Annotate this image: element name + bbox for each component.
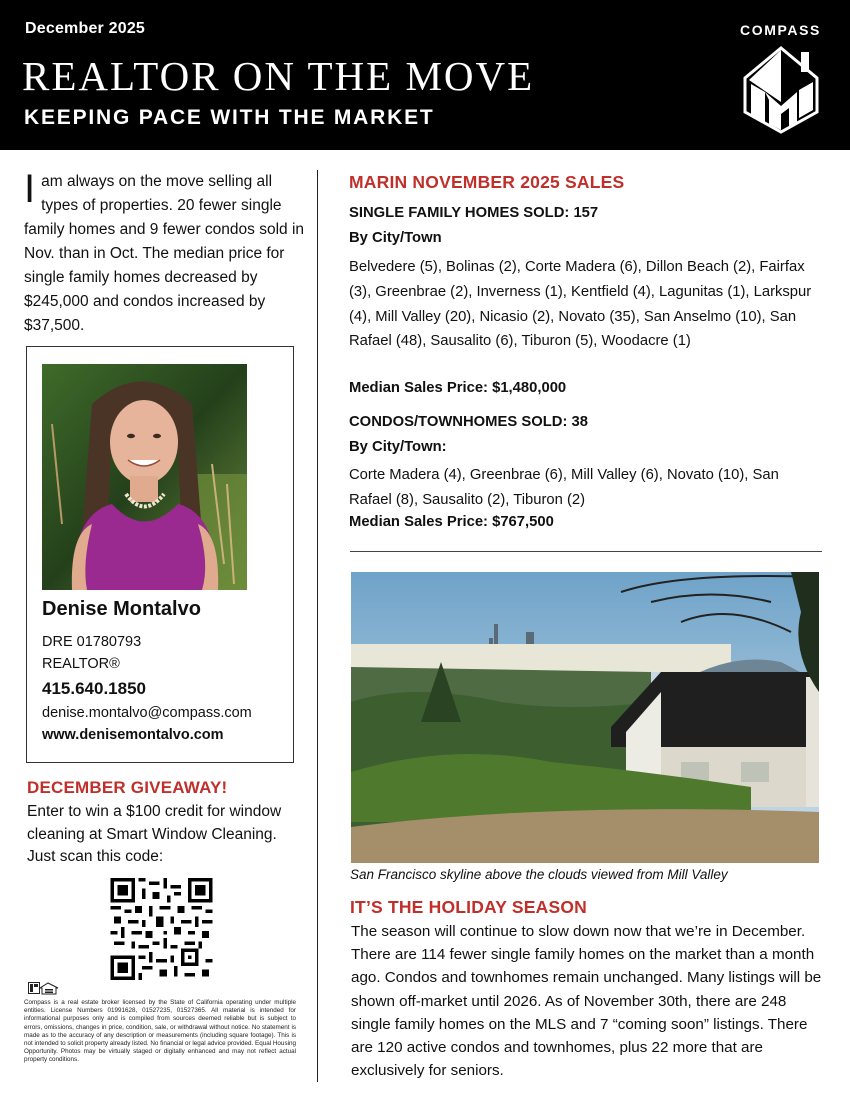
legal-disclaimer: Compass is a real estate broker licensed by the State of California operating under multiple entities. License Numbers 01991628, 01527235, 01527365. All material is intended for informational purposes only and is compiled from sources deemed reliable but is subject to errors, omissions, changes in price, condition, sale, or withdrawal without notice. No statement is made as to the accuracy of any description or measurements (including square footage). This is not intended to solicit property already listed. No financial or legal advice provided. Equal Housing Opportunity. Photos may be virtually staged or digitally enhanced and may not reflect actual property conditions. <box>24 999 296 1064</box>
realtor-icon <box>29 983 40 994</box>
sfh-by-city-label: By City/Town <box>349 230 442 246</box>
giveaway-heading: DECEMBER GIVEAWAY! <box>27 778 228 797</box>
column-divider <box>317 170 318 1082</box>
sfh-city-list: Belvedere (5), Bolinas (2), Corte Madera (6), Dillon Beach (2), Fairfax (3), Greenbrae (2), Inverness (1), Kentfield (4), Lagunitas (1), Larkspur (4), Mill Valley (20), Nicasio (2), Novato (35), San Anselmo (10), San Rafael (48), Sausalito (6), Tiburon (5), Woodacre (1) <box>349 259 812 350</box>
issue-date: December 2025 <box>25 20 146 37</box>
agent-role: REALTOR® <box>42 656 120 672</box>
giveaway-text: Enter to win a $100 credit for window cleaning at Smart Window Cleaning. Just scan this code: <box>27 803 282 865</box>
agent-phone[interactable]: 415.640.1850 <box>42 679 146 698</box>
newsletter-header <box>0 0 850 150</box>
qr-code-icon[interactable] <box>110 878 213 980</box>
intro-paragraph <box>24 167 305 338</box>
intro-dropcap: I <box>24 167 36 211</box>
agent-website-link[interactable]: www.denisemontalvo.com <box>42 727 224 743</box>
sfh-sold-heading: SINGLE FAMILY HOMES SOLD: 157 <box>349 205 599 221</box>
sales-section-heading: MARIN NOVEMBER 2025 SALES <box>349 172 625 192</box>
condo-city-list: Corte Madera (4), Greenbrae (6), Mill Valley (6), Novato (10), San Rafael (8), Sausalito (2), Tiburon (2) <box>349 467 779 508</box>
equal-housing-icon <box>40 983 58 994</box>
photo-caption: San Francisco skyline above the clouds viewed from Mill Valley <box>350 867 728 882</box>
sfh-median-price: Median Sales Price: $1,480,000 <box>349 380 567 396</box>
condo-median-price: Median Sales Price: $767,500 <box>349 514 554 530</box>
agent-photo <box>42 364 247 590</box>
intro-text: am always on the move selling all types of properties. 20 fewer single family homes and 9 fewer condos sold in Nov. than in Oct. The median price for single family homes decreased by $245,000 and condos increased by $37,500. <box>24 173 305 334</box>
condo-sold-heading: CONDOS/TOWNHOMES SOLD: 38 <box>349 414 588 430</box>
agent-card <box>26 346 294 763</box>
condo-by-city-label: By City/Town: <box>349 439 447 455</box>
agent-name: Denise Montalvo <box>42 598 201 620</box>
newsletter-title: REALTOR ON THE MOVE <box>22 53 535 99</box>
holiday-section-text: The season will continue to slow down now that we’re in December. There are 114 fewer single family homes on the market than a month ago. Condos and townhomes remain unchanged. Many listings will be shown off-market until 2026. As of November 30th, there are 248 single family homes on the MLS and 7 “coming soon” listings. There are 120 active condos and townhomes, plus 22 more that are exclusively for seniors. <box>351 923 822 1080</box>
compass-brand: COMPASS <box>740 22 821 38</box>
compass-house-logo-icon <box>741 44 821 134</box>
footer-logos <box>28 982 60 996</box>
agent-email-link[interactable]: denise.montalvo@compass.com <box>42 705 252 721</box>
agent-dre-number: DRE 01780793 <box>42 634 142 650</box>
section-divider <box>350 551 822 552</box>
holiday-section-heading: IT’S THE HOLIDAY SEASON <box>350 897 588 917</box>
newsletter-subtitle: KEEPING PACE WITH THE MARKET <box>24 106 435 129</box>
mill-valley-photo <box>351 572 819 863</box>
